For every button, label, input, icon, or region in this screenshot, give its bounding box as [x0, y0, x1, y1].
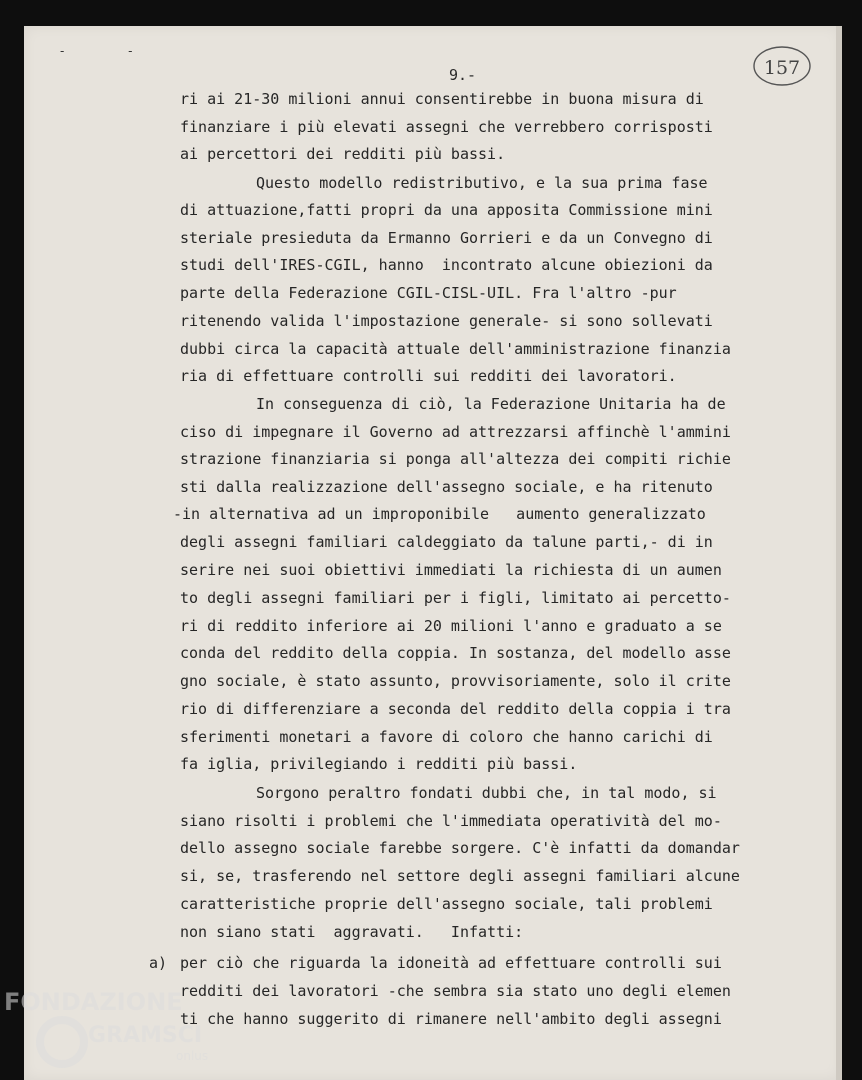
archive-number: 157 [763, 57, 801, 79]
text-line: fa iglia, privilegiando i redditi più bassi. [180, 755, 578, 773]
text-line: dubbi circa la capacità attuale dell'amministrazione finanzia [180, 340, 731, 358]
text-line: ri di reddito inferiore ai 20 milioni l'anno e graduato a se [180, 617, 722, 635]
paper-edge [836, 26, 842, 1080]
text-line: redditi dei lavoratori -che sembra sia stato uno degli elemen [180, 982, 731, 1000]
text-line: ri ai 21-30 milioni annui consentirebbe in buona misura di [180, 90, 704, 108]
text-line: degli assegni familiari caldeggiato da talune parti,- di in [180, 533, 713, 551]
text-line: sti dalla realizzazione dell'assegno sociale, e ha ritenuto [180, 478, 713, 496]
page-number: 9.- [449, 66, 477, 84]
text-line: ciso di impegnare il Governo ad attrezzarsi affinchè l'ammini [180, 423, 731, 441]
text-line: siano risolti i problemi che l'immediata operatività del mo- [180, 812, 722, 830]
text-line: ria di effettuare controlli sui redditi dei lavoratori. [180, 367, 677, 385]
text-line: ai percettori dei redditi più bassi. [180, 145, 506, 163]
fondazione-gramsci-watermark [0, 980, 240, 1080]
text-line: ritenendo valida l'impostazione generale- si sono sollevati [180, 312, 713, 330]
text-line: dello assegno sociale farebbe sorgere. C'è infatti da domandar [180, 839, 740, 857]
text-line: di attuazione,fatti propri da una apposita Commissione mini [180, 201, 713, 219]
text-line: studi dell'IRES-CGIL, hanno incontrato alcune obiezioni da [180, 256, 713, 274]
text-line: strazione finanziaria si ponga all'altezza dei compiti richie [180, 450, 731, 468]
text-line: to degli assegni familiari per i figli, limitato ai percetto- [180, 589, 731, 607]
text-line: si, se, trasferendo nel settore degli assegni familiari alcune [180, 867, 740, 885]
text-line: serire nei suoi obiettivi immediati la richiesta di un aumen [180, 561, 722, 579]
text-line: per ciò che riguarda la idoneità ad effettuare controlli sui [180, 954, 722, 972]
text-line: caratteristiche proprie dell'assegno sociale, tali problemi [180, 895, 713, 913]
text-line: ti che hanno suggerito di rimanere nell'ambito degli assegni [180, 1010, 722, 1028]
text-line: steriale presieduta da Ermanno Gorrieri e da un Convegno di [180, 229, 713, 247]
text-line: Questo modello redistributivo, e la sua prima fase [256, 174, 708, 192]
text-line: conda del reddito della coppia. In sostanza, del modello asse [180, 644, 731, 662]
text-line: Sorgono peraltro fondati dubbi che, in tal modo, si [256, 784, 717, 802]
text-line: parte della Federazione CGIL-CISL-UIL. Fra l'altro -pur [180, 284, 677, 302]
text-line: rio di differenziare a seconda del reddito della coppia i tra [180, 700, 731, 718]
text-line: -in alternativa ad un improponibile aumento generalizzato [173, 505, 706, 523]
text-line: finanziare i più elevati assegni che verrebbero corrisposti [180, 118, 713, 136]
archive-number-stamp [752, 44, 812, 88]
watermark-line3: onlus [176, 1049, 209, 1063]
corner-marks: - - [60, 44, 163, 58]
list-marker-a: a) [149, 954, 168, 972]
watermark-line2: GRAMSCI [88, 1023, 203, 1048]
text-line: In conseguenza di ciò, la Federazione Unitaria ha de [256, 395, 726, 413]
watermark-g-logo [40, 1020, 84, 1064]
watermark-line1: FONDAZIONE [4, 988, 183, 1016]
text-line: gno sociale, è stato assunto, provvisoriamente, solo il crite [180, 672, 731, 690]
text-line: sferimenti monetari a favore di coloro che hanno carichi di [180, 728, 713, 746]
text-line: non siano stati aggravati. Infatti: [180, 923, 524, 941]
